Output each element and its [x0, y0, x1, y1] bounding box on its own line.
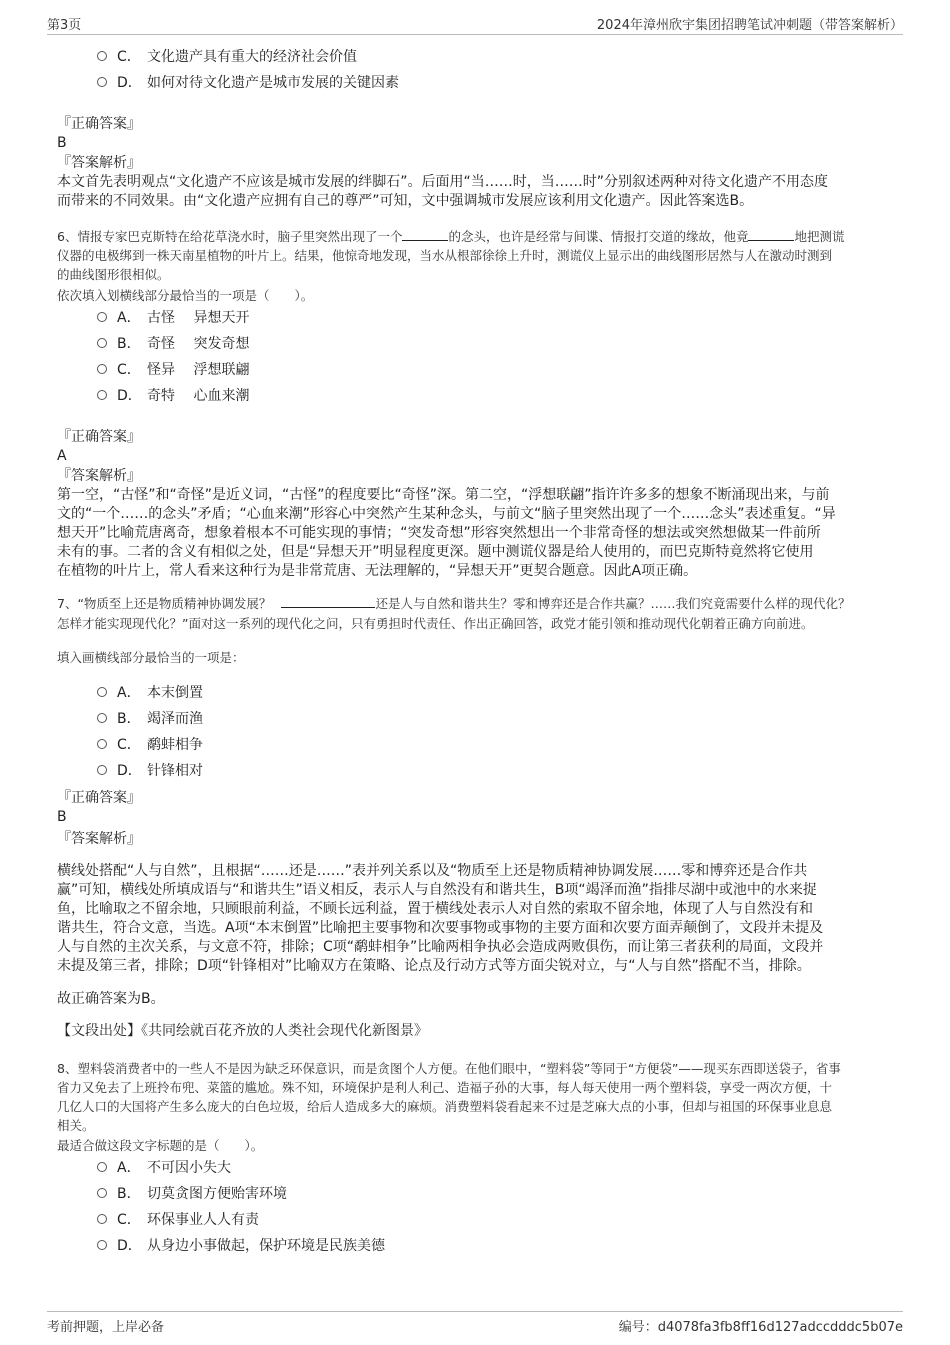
radio-icon[interactable] — [97, 713, 107, 723]
q6-stem-line: 的曲线图形很相似。 — [57, 267, 170, 282]
q8-option-a[interactable]: A． 不可因小失大 — [97, 1158, 231, 1178]
q5-analysis-label: 『答案解析』 — [57, 155, 141, 171]
page-number: 第3页 — [47, 18, 82, 33]
q6-analysis-label: 『答案解析』 — [57, 468, 141, 484]
radio-icon[interactable] — [97, 765, 107, 775]
radio-icon[interactable] — [97, 1162, 107, 1172]
q8-option-c[interactable]: C． 环保事业人人有责 — [97, 1210, 259, 1230]
document-code: 编号：d4078fa3fb8ff16d127adccdddc5b07e — [618, 1320, 903, 1335]
fill-blank — [748, 227, 794, 241]
radio-icon[interactable] — [97, 1214, 107, 1224]
q7-prompt: 填入画横线部分最恰当的一项是： — [57, 650, 245, 665]
fill-blank — [402, 227, 448, 241]
q6-option-b[interactable]: B． 奇怪 突发奇想 — [97, 334, 249, 354]
q6-prompt: 依次填入划横线部分最恰当的一项是（ ）。 — [57, 288, 314, 303]
q5-analysis-line: 本文首先表明观点“文化遗产不应该是城市发展的绊脚石”。后面用“当……时，当……时”分别叙述两种对待文化遗产不用态度 — [57, 174, 829, 190]
radio-icon[interactable] — [97, 312, 107, 322]
q7-stem-line: 7、“物质至上还是物质精神协调发展？ 还是人与自然和谐共生？零和博弈还是合作共赢？……我们究竟需要什么样的现代化？ — [57, 596, 851, 611]
q7-source: 【文段出处】《共同绘就百花齐放的人类社会现代化新图景》 — [57, 1023, 428, 1039]
q7-stem-line: 怎样才能实现现代化？”面对这一系列的现代化之问，只有勇担时代责任、作出正确回答，政党才能引领和推动现代化朝着正确方向前进。 — [57, 616, 814, 631]
q7-conclusion: 故正确答案为B。 — [57, 991, 165, 1007]
q6-analysis-line: 想天开”比喻荒唐离奇，想象着根本不可能实现的事情；“突发奇想”形容突然想出一个非常奇怪的想法或突然想做某一件前所 — [57, 525, 821, 541]
fill-blank — [281, 594, 375, 608]
radio-icon[interactable] — [97, 687, 107, 697]
radio-icon[interactable] — [97, 390, 107, 400]
q5-option-d[interactable]: D． 如何对待文化遗产是城市发展的关键因素 — [97, 73, 399, 93]
radio-icon[interactable] — [97, 364, 107, 374]
q5-answer: B — [57, 135, 67, 151]
footer-slogan: 考前押题，上岸必备 — [47, 1320, 165, 1335]
q6-option-a[interactable]: A． 古怪 异想天开 — [97, 308, 249, 328]
radio-icon[interactable] — [97, 1188, 107, 1198]
page-footer — [47, 1311, 903, 1339]
q6-stem-line: 6、情报专家巴克斯特在给花草浇水时，脑子里突然出现了一个 的念头，也许是经常与间谍、情报打交道的缘故，他竟 地把测谎 — [57, 229, 845, 244]
q6-option-d[interactable]: D． 奇特 心血来潮 — [97, 386, 249, 406]
q6-analysis-line: 在植物的叶片上，常人看来这种行为是非常荒唐、无法理解的，“异想天开”更契合题意。因此A项正确。 — [57, 563, 698, 579]
q8-stem-line: 8、塑料袋消费者中的一些人不是因为缺乏环保意识，而是贪图个人方便。在他们眼中，“塑料袋”等同于“方便袋”——现买东西即送袋子，省事 — [57, 1061, 841, 1076]
page-header — [47, 14, 903, 35]
q6-analysis-line: 第一空，“古怪”和“奇怪”是近义词，“古怪”的程度要比“奇怪”深。第二空，“浮想联翩”指许许多多的想象不断涌现出来，与前 — [57, 487, 830, 503]
q7-analysis-line: 鱼，比喻取之不留余地，只顾眼前利益，不顾长远利益，置于横线处表示人对自然的索取不留余地，体现了人与自然没有和 — [57, 901, 813, 917]
q5-answer-label: 『正确答案』 — [57, 116, 141, 132]
radio-icon[interactable] — [97, 1240, 107, 1250]
q8-stem-line: 省力又免去了上班拎布兜、菜篮的尴尬。殊不知，环境保护是利人利己、造福子孙的大事，每人每天使用一两个塑料袋，享受一两次方便，十 — [57, 1080, 833, 1095]
q7-option-b[interactable]: B． 竭泽而渔 — [97, 709, 203, 729]
radio-icon[interactable] — [97, 338, 107, 348]
q7-analysis-line: 横线处搭配“人与自然”，且根据“……还是……”表并列关系以及“物质至上还是物质精神协调发展……零和博弈还是合作共 — [57, 863, 808, 879]
q7-option-d[interactable]: D． 针锋相对 — [97, 761, 203, 781]
q5-option-c[interactable]: C． 文化遗产具有重大的经济社会价值 — [97, 47, 357, 67]
q8-option-b[interactable]: B． 切莫贪图方便贻害环境 — [97, 1184, 287, 1204]
q6-analysis-line: 未有的事。二者的含义有相似之处，但是“异想天开”明显程度更深。题中测谎仪器是给人使用的，而巴克斯特竟然将它使用 — [57, 544, 814, 560]
q7-analysis-line: 谐共生，符合文意，当选。A项“本末倒置”比喻把主要事物和次要事物或事物的主要方面和次要方面弄颠倒了，文段并未提及 — [57, 920, 824, 936]
q7-option-c[interactable]: C． 鹬蚌相争 — [97, 735, 203, 755]
radio-icon[interactable] — [97, 739, 107, 749]
radio-icon[interactable] — [97, 77, 107, 87]
q7-analysis-label: 『答案解析』 — [57, 831, 141, 847]
q7-answer: B — [57, 809, 67, 825]
q7-option-a[interactable]: A． 本末倒置 — [97, 683, 203, 703]
q6-answer: A — [57, 448, 67, 464]
q8-prompt: 最适合做这段文字标题的是（ ）。 — [57, 1138, 264, 1153]
q7-analysis-line: 赢”可知，横线处所填成语与“和谐共生”语义相反，表示人与自然没有和谐共生，B项“竭泽而渔”指排尽湖中或池中的水来捉 — [57, 882, 817, 898]
q8-stem-line: 相关。 — [57, 1118, 95, 1133]
q8-option-d[interactable]: D． 从身边小事做起，保护环境是民族美德 — [97, 1236, 385, 1256]
q7-analysis-line: 未提及第三者，排除；D项“针锋相对”比喻双方在策略、论点及行动方式等方面尖锐对立，与“人与自然”搭配不当，排除。 — [57, 958, 811, 974]
q5-analysis-line: 而带来的不同效果。由“文化遗产应拥有自己的尊严”可知，文中强调城市发展应该利用文化遗产。因此答案选B。 — [57, 193, 754, 209]
q7-answer-label: 『正确答案』 — [57, 790, 141, 806]
q6-analysis-line: 文的“一个……的念头”矛盾；“心血来潮”形容心中突然产生某种念头，与前文“脑子里突然出现了一个……念头”表述重复。“异 — [57, 506, 836, 522]
q8-stem-line: 几亿人口的大国将产生多么庞大的白色垃圾，给后人造成多大的麻烦。消费塑料袋看起来不过是芝麻大点的小事，但却与祖国的环保事业息息 — [57, 1099, 833, 1114]
q6-answer-label: 『正确答案』 — [57, 429, 141, 445]
q6-option-c[interactable]: C． 怪异 浮想联翩 — [97, 360, 249, 380]
document-title: 2024年漳州欣宇集团招聘笔试冲刺题（带答案解析） — [596, 18, 903, 33]
q6-stem-line: 仪器的电极绑到一株天南星植物的叶片上。结果，他惊奇地发现，当水从根部徐徐上升时，测谎仪上显示出的曲线图形居然与人在激动时测到 — [57, 248, 833, 263]
radio-icon[interactable] — [97, 51, 107, 61]
q7-analysis-line: 人与自然的主次关系，与文意不符，排除；C项“鹬蚌相争”比喻两相争执必会造成两败俱伤，而让第三者获利的局面，文段并 — [57, 939, 824, 955]
